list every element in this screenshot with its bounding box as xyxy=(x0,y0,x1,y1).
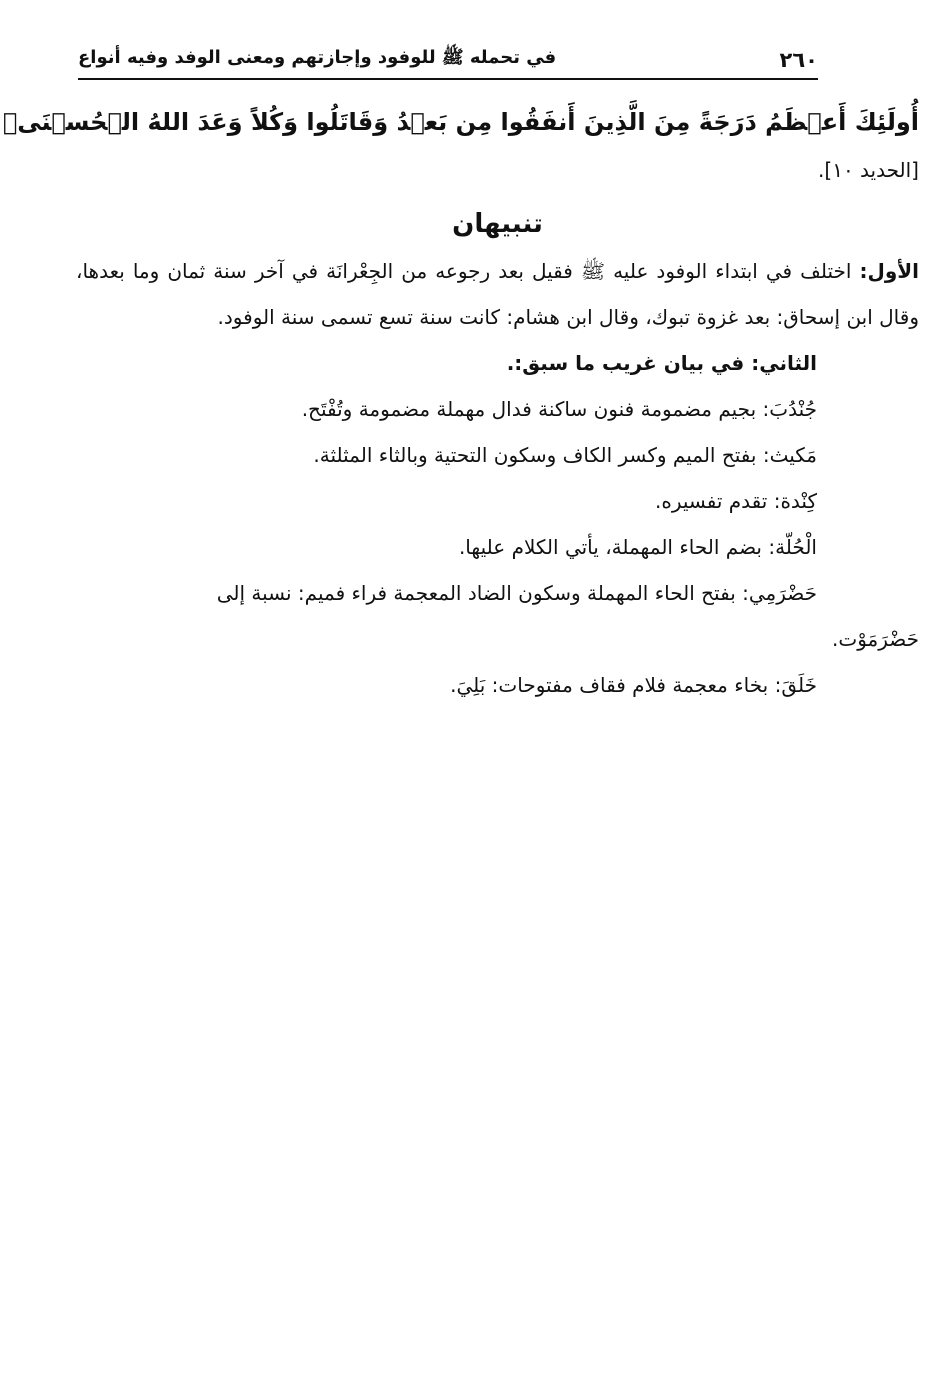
header-rule xyxy=(78,78,818,80)
first-note-lead: الأول: xyxy=(859,259,919,283)
second-note-lead: الثاني: xyxy=(751,351,817,375)
running-title: في تحمله ﷺ للوفود وإجازتهم ومعنى الوفد وفيه أنواع xyxy=(78,47,557,68)
glossary-entry xyxy=(76,432,817,478)
glossary-entry xyxy=(76,662,817,708)
glossary-continuation: حَضْرَمَوْت. xyxy=(832,627,919,651)
quran-verse: أُولَئِكَ أَعۡظَمُ دَرَجَةً مِنَ الَّذِينَ أَنفَقُوا مِن بَعۡدُ وَقَاتَلُوا وَكُلاً وَعَدَ اللهُ الۡحُسۡنَى﴾ xyxy=(2,108,919,136)
glossary-gloss: تقدم تفسيره. xyxy=(655,489,774,513)
glossary-entry xyxy=(76,386,817,432)
second-note xyxy=(76,340,817,386)
running-header xyxy=(78,40,818,82)
glossary-gloss: بفتح الحاء المهملة وسكون الضاد المعجمة فراء فميم: نسبة إلى xyxy=(216,581,743,605)
verse-reference: [الحديد ١٠]. xyxy=(818,158,919,182)
glossary-gloss: بضم الحاء المهملة، يأتي الكلام عليها. xyxy=(458,535,769,559)
page-body xyxy=(2,98,919,708)
glossary-term: كِنْدة: xyxy=(773,489,817,513)
glossary-term: جُنْدُبَ: xyxy=(762,397,817,421)
glossary-term: خَلَقَ: xyxy=(774,673,817,697)
section-title: تنبيهان xyxy=(452,209,543,239)
glossary-entry xyxy=(76,478,817,524)
glossary-term: مَكيث: xyxy=(762,443,817,467)
first-note xyxy=(76,248,919,340)
second-note-text: في بيان غريب ما سبق:. xyxy=(506,351,752,375)
glossary-entry xyxy=(76,524,817,570)
glossary-gloss: بخاء معجمة فلام فقاف مفتوحات: بَلِيَ. xyxy=(450,673,775,697)
glossary-term: حَضْرَمِي: xyxy=(742,581,817,605)
glossary-entry xyxy=(76,570,817,616)
first-note-text: اختلف في ابتداء الوفود عليه ﷺ فقيل بعد رجوعه من الجِعْرانَة في آخر سنة ثمان وما بعدها، وقال ابن إسحاق: بعد غزوة تبوك، وقال ابن هشام: كانت سنة تسع تسمى سنة الوفود. xyxy=(76,259,919,329)
page-number: ٢٦٠ xyxy=(779,48,818,72)
glossary-gloss: بجيم مضمومة فنون ساكنة فدال مهملة مضمومة وتُفْتَح. xyxy=(301,397,763,421)
glossary-gloss: بفتح الميم وكسر الكاف وسكون التحتية وبالثاء المثلثة. xyxy=(313,443,763,467)
glossary-term: الْحُلّة: xyxy=(768,535,817,559)
